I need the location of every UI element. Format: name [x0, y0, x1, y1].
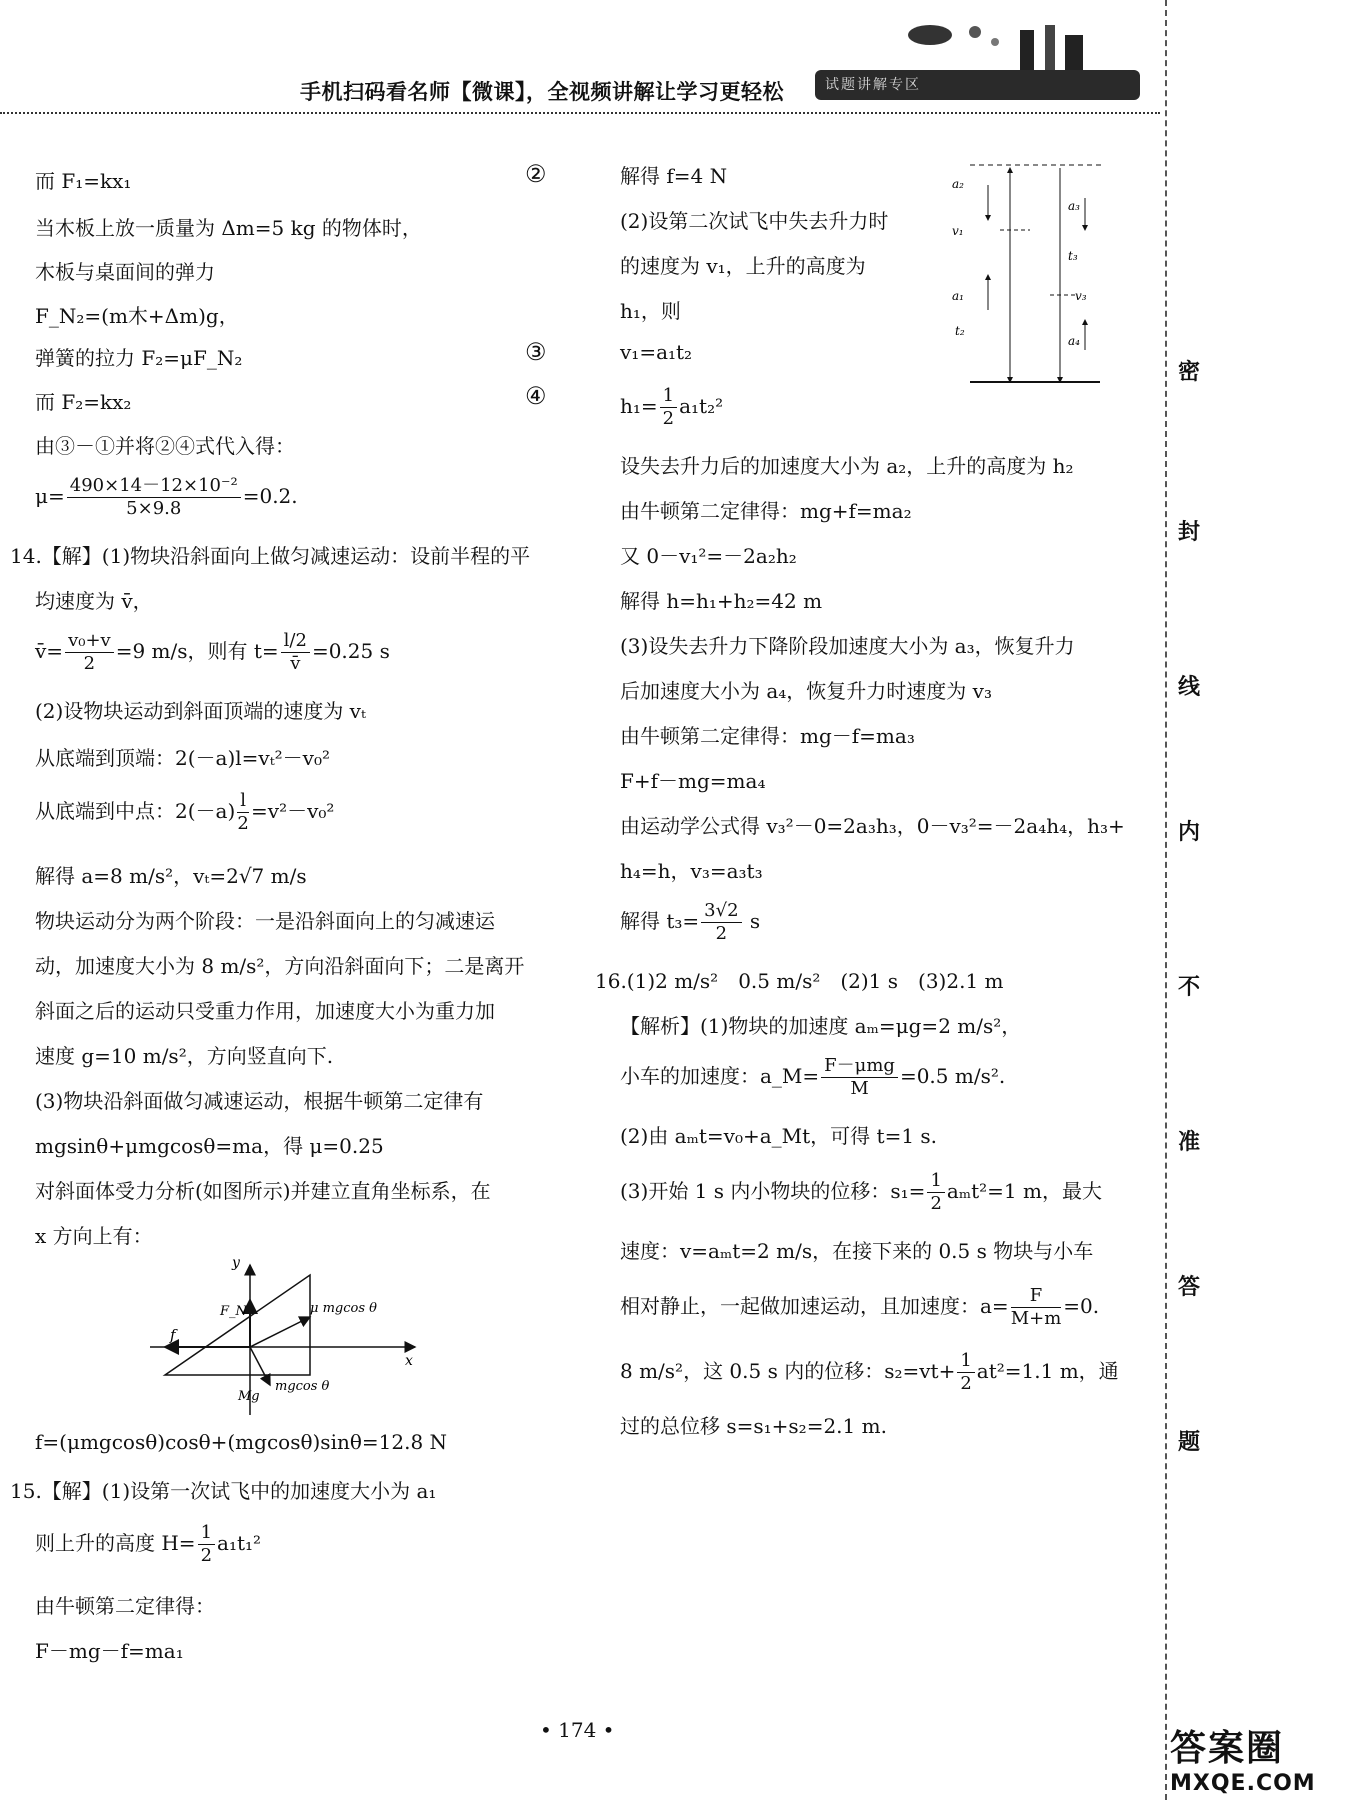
denominator: 2 — [83, 653, 96, 674]
fraction — [237, 790, 249, 835]
fn-label: F_N — [220, 1304, 247, 1319]
a3-label: a₃ — [1068, 199, 1080, 213]
header-rule — [0, 112, 1160, 114]
text-line: 由运动学公式得 v₃²－0=2a₃h₃，0－v₃²=－2a₄h₄，h₃+ — [620, 814, 1125, 838]
eq-part: s — [749, 909, 761, 933]
text-line: 解得 h=h₁+h₂=42 m — [620, 589, 823, 613]
axis-x-label: x — [405, 1353, 413, 1369]
text-line: 解得 a=8 m/s²，vₜ=2√7 m/s — [35, 864, 307, 888]
eq-part: (3)开始 1 s 内小物块的位移：s₁= — [620, 1179, 926, 1203]
text-line: 又 0－v₁²=－2a₂h₂ — [620, 544, 797, 568]
circled-number: ④ — [525, 382, 547, 410]
text-line: 速度 g=10 m/s²，方向竖直向下. — [35, 1044, 334, 1068]
numerator: 490×14－12×10⁻² — [67, 475, 241, 498]
numerator: F－μmg — [821, 1055, 898, 1078]
circled-number: ② — [525, 160, 547, 188]
text-line: 【解析】(1)物块的加速度 aₘ=μg=2 m/s²， — [620, 1014, 1022, 1038]
eq-part: v̄= — [35, 639, 64, 663]
a2-label: a₂ — [952, 177, 964, 191]
fraction — [198, 1522, 215, 1567]
problem-16-answer: 16.(1)2 m/s² 0.5 m/s² (2)1 s (3)2.1 m — [595, 969, 1004, 993]
t2-label: t₂ — [955, 324, 965, 338]
text-line: 由牛顿第二定律得： — [35, 1594, 215, 1618]
eq-part: a₁t₂² — [679, 394, 724, 418]
seal-char: 不 — [1178, 975, 1201, 1000]
denominator: 2 — [930, 1193, 942, 1214]
text-line: 由牛顿第二定律得：mg－f=ma₃ — [620, 724, 915, 748]
numerator: l/2 — [281, 630, 310, 653]
seal-char: 封 — [1178, 520, 1201, 545]
eq-part: 小车的加速度：a_M= — [620, 1064, 820, 1088]
v3-label: v₃ — [1075, 289, 1087, 303]
equation-s2 — [620, 1350, 1119, 1395]
text-line: F+f－mg=ma₄ — [620, 769, 766, 793]
denominator: M — [850, 1078, 869, 1099]
page-number: • 174 • — [540, 1718, 615, 1742]
t3-label: t₃ — [1068, 249, 1078, 263]
numerator: F — [1011, 1285, 1062, 1308]
eq-part: 解得 t₃= — [620, 909, 700, 933]
fraction — [65, 630, 114, 675]
numerator: 1 — [198, 1522, 215, 1545]
eq-part: aₘt²=1 m，最大 — [946, 1179, 1102, 1203]
problem-15-heading: 15.【解】(1)设第一次试飞中的加速度大小为 a₁ — [10, 1479, 437, 1503]
text-line: h₁，则 — [620, 299, 681, 323]
fraction — [281, 630, 310, 675]
fraction — [821, 1055, 898, 1100]
text-line: h₄=h，v₃=a₃t₃ — [620, 859, 763, 883]
text-line: 对斜面体受力分析(如图所示)并建立直角坐标系，在 — [35, 1179, 491, 1203]
text-line: 木板与桌面间的弹力 — [35, 260, 215, 284]
text-line: (3)设失去升力下降阶段加速度大小为 a₃，恢复升力 — [620, 634, 1075, 658]
equation-aM — [620, 1055, 1005, 1100]
watermark-en: MXQE.COM — [1170, 1771, 1316, 1796]
text-line: (2)设物块运动到斜面顶端的速度为 vₜ — [35, 699, 366, 723]
equation-a — [620, 1285, 1099, 1330]
text-line: 动，加速度大小为 8 m/s²，方向沿斜面向下；二是离开 — [35, 954, 525, 978]
seal-char: 题 — [1178, 1430, 1201, 1455]
numerator: 3√2 — [701, 900, 741, 923]
eq-part: 从底端到中点：2(－a) — [35, 799, 236, 823]
fraction — [701, 900, 741, 945]
header-banner: 试题讲解专区 — [815, 70, 1140, 100]
eq-part: μ= — [35, 484, 65, 508]
text-line: (3)物块沿斜面做匀减速运动，根据牛顿第二定律有 — [35, 1089, 484, 1113]
numerator: v₀+v — [65, 630, 114, 653]
text-line: 由牛顿第二定律得：mg+f=ma₂ — [620, 499, 912, 523]
fraction — [660, 385, 677, 430]
fraction — [1011, 1285, 1062, 1330]
text-line: 均速度为 v̄， — [35, 589, 153, 613]
mg-label: Mg — [238, 1389, 260, 1404]
numerator: 1 — [957, 1350, 974, 1373]
text-line: 过的总位移 s=s₁+s₂=2.1 m. — [620, 1414, 887, 1438]
seal-char: 线 — [1178, 675, 1201, 700]
normal-label: mgcos θ — [275, 1379, 330, 1394]
equation-s1 — [620, 1170, 1102, 1215]
equation-t3 — [620, 900, 760, 945]
eq-part: a₁t₁² — [217, 1531, 262, 1555]
eq-part: =0.5 m/s². — [899, 1064, 1006, 1088]
seal-char: 内 — [1178, 820, 1201, 845]
denominator: 2 — [715, 923, 728, 944]
f-label: f — [170, 1326, 176, 1344]
text-line: 由③－①并将②④式代入得： — [35, 434, 295, 458]
force-diagram — [150, 1255, 430, 1420]
numerator: 1 — [927, 1170, 944, 1193]
numerator: 1 — [660, 385, 677, 408]
denominator: v̄ — [290, 653, 301, 674]
eq-part: 相对静止，一起做加速运动，且加速度：a= — [620, 1294, 1009, 1318]
header-text: 手机扫码看名师【微课】，全视频讲解让学习更轻松 — [300, 80, 784, 104]
fraction — [957, 1350, 974, 1395]
text-line: (2)设第二次试飞中失去升力时 — [620, 209, 889, 233]
problem-14-heading: 14.【解】(1)物块沿斜面向上做匀减速运动：设前半程的平 — [10, 544, 531, 568]
text-line: 而 F₁=kx₁ — [35, 169, 132, 193]
text-line: 设失去升力后的加速度大小为 a₂，上升的高度为 h₂ — [620, 454, 1074, 478]
seal-char: 密 — [1178, 360, 1201, 385]
page-header — [0, 70, 1160, 110]
denominator: M+m — [1010, 1308, 1062, 1329]
v1-label: v₁ — [952, 224, 964, 238]
equation-mid — [35, 790, 334, 835]
text-line: v₁=a₁t₂ — [620, 340, 693, 364]
eq-part: =0. — [1063, 1294, 1100, 1318]
eq-part: =0.25 s — [311, 639, 390, 663]
text-line: 的速度为 v₁，上升的高度为 — [620, 254, 866, 278]
eq-part: 8 m/s²，这 0.5 s 内的位移：s₂=vt+ — [620, 1359, 956, 1383]
watermark-logo — [1170, 1720, 1340, 1795]
axis-y-label: y — [232, 1255, 240, 1271]
seal-dashed-line — [1165, 0, 1169, 1800]
equation-H — [35, 1522, 261, 1567]
denominator: 2 — [237, 813, 249, 834]
fraction — [67, 475, 241, 520]
text-line: 后加速度大小为 a₄，恢复升力时速度为 v₃ — [620, 679, 992, 703]
equation-h1 — [620, 385, 723, 430]
text-line: 而 F₂=kx₂ — [35, 390, 132, 414]
seal-char: 准 — [1178, 1130, 1201, 1155]
text-line: F_N₂=(m木+Δm)g， — [35, 304, 239, 328]
fraction — [927, 1170, 944, 1215]
denominator: 5×9.8 — [126, 498, 182, 519]
eq-part: =9 m/s，则有 t= — [115, 639, 279, 663]
text-line: (2)由 aₘt=v₀+a_Mt，可得 t=1 s. — [620, 1124, 938, 1148]
text-line: x 方向上有： — [35, 1224, 153, 1248]
text-line: 弹簧的拉力 F₂=μF_N₂ — [35, 346, 243, 370]
circled-number: ③ — [525, 338, 547, 366]
eq-part: h₁= — [620, 394, 658, 418]
motion-diagram — [950, 160, 1110, 390]
eq-part: at²=1.1 m，通 — [976, 1359, 1119, 1383]
a4-label: a₄ — [1068, 334, 1080, 348]
text-line: 斜面之后的运动只受重力作用，加速度大小为重力加 — [35, 999, 495, 1023]
equation-mu — [35, 475, 298, 520]
friction-label: μ mgcos θ — [310, 1301, 377, 1316]
watermark-cn: 答案圈 — [1170, 1728, 1285, 1769]
eq-part: 则上升的高度 H= — [35, 1531, 196, 1555]
text-line: F－mg－f=ma₁ — [35, 1639, 184, 1663]
header-decoration-image — [900, 20, 1120, 70]
text-line: 速度：v=aₘt=2 m/s，在接下来的 0.5 s 物块与小车 — [620, 1239, 1094, 1263]
denominator: 2 — [200, 1545, 213, 1566]
eq-part: =0.2. — [242, 484, 298, 508]
text-line: f=(μmgcosθ)cosθ+(mgcosθ)sinθ=12.8 N — [35, 1430, 448, 1454]
text-line: 物块运动分为两个阶段：一是沿斜面向上的匀减速运 — [35, 909, 495, 933]
denominator: 2 — [960, 1373, 972, 1394]
text-line: 当木板上放一质量为 Δm=5 kg 的物体时， — [35, 216, 422, 240]
eq-part: =v²－v₀² — [251, 799, 335, 823]
text-line: 解得 f=4 N — [620, 164, 728, 188]
equation-v — [35, 630, 390, 675]
denominator: 2 — [662, 408, 675, 429]
seal-char: 答 — [1178, 1275, 1201, 1300]
a1-label: a₁ — [952, 289, 964, 303]
numerator: l — [237, 790, 249, 813]
text-line: mgsinθ+μmgcosθ=ma，得 μ=0.25 — [35, 1134, 384, 1158]
text-line: 从底端到顶端：2(－a)l=vₜ²－v₀² — [35, 746, 330, 770]
